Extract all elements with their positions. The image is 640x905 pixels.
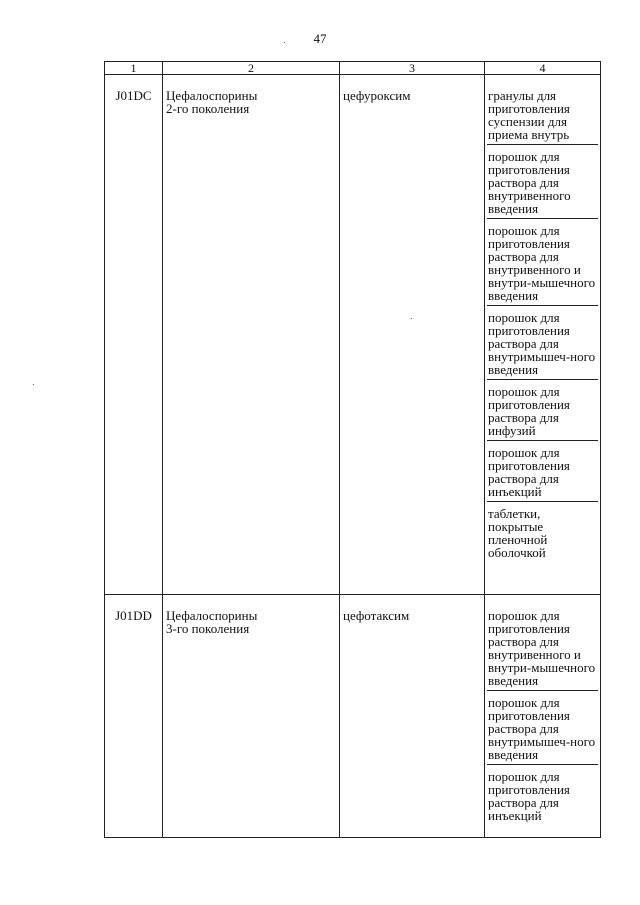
dosage-form: порошок для приготовления раствора для внутривенного и внутри-мышечного введения bbox=[487, 224, 598, 306]
header-col-4: 4 bbox=[485, 62, 601, 75]
group-name-line: 2-го поколения bbox=[166, 101, 250, 116]
dosage-form: порошок для приготовления раствора для внутримышеч-ного введения bbox=[487, 696, 598, 765]
group-name bbox=[163, 595, 340, 838]
inn-name: цефотаксим bbox=[340, 595, 485, 838]
header-col-2: 2 bbox=[163, 62, 340, 75]
inn-name: цефуроксим bbox=[340, 75, 485, 595]
dosage-form: порошок для приготовления раствора для инъекций bbox=[487, 446, 598, 502]
dosage-form: гранулы для приготовления суспензии для приема внутрь bbox=[487, 89, 598, 145]
group-name-line: Цефалоспорины bbox=[166, 88, 258, 103]
table-row bbox=[105, 595, 601, 838]
dosage-form: порошок для приготовления раствора для внутримышеч-ного введения bbox=[487, 311, 598, 380]
header-col-1: 1 bbox=[105, 62, 163, 75]
dosage-form: порошок для приготовления раствора для инфузий bbox=[487, 385, 598, 441]
drug-table bbox=[104, 61, 601, 838]
dosage-form: порошок для приготовления раствора для внутривенного введения bbox=[487, 150, 598, 219]
scan-speck bbox=[284, 42, 285, 43]
group-name-line: 3-го поколения bbox=[166, 621, 250, 636]
table-header-row bbox=[105, 62, 601, 75]
atc-code: J01DC bbox=[105, 75, 163, 595]
group-name-line: Цефалоспорины bbox=[166, 608, 258, 623]
header-col-3: 3 bbox=[340, 62, 485, 75]
scan-speck bbox=[33, 384, 34, 385]
page-number: 47 bbox=[313, 31, 327, 46]
scan-speck bbox=[411, 318, 412, 319]
dosage-form: порошок для приготовления раствора для инъекций bbox=[488, 769, 570, 823]
dosage-form: порошок для приготовления раствора для внутривенного и внутри-мышечного введения bbox=[487, 609, 598, 691]
group-name bbox=[163, 75, 340, 595]
dosage-form: таблетки, покрытые пленочной оболочкой bbox=[488, 506, 548, 560]
dosage-forms bbox=[485, 75, 601, 595]
dosage-forms bbox=[485, 595, 601, 838]
table-row bbox=[105, 75, 601, 595]
atc-code: J01DD bbox=[105, 595, 163, 838]
